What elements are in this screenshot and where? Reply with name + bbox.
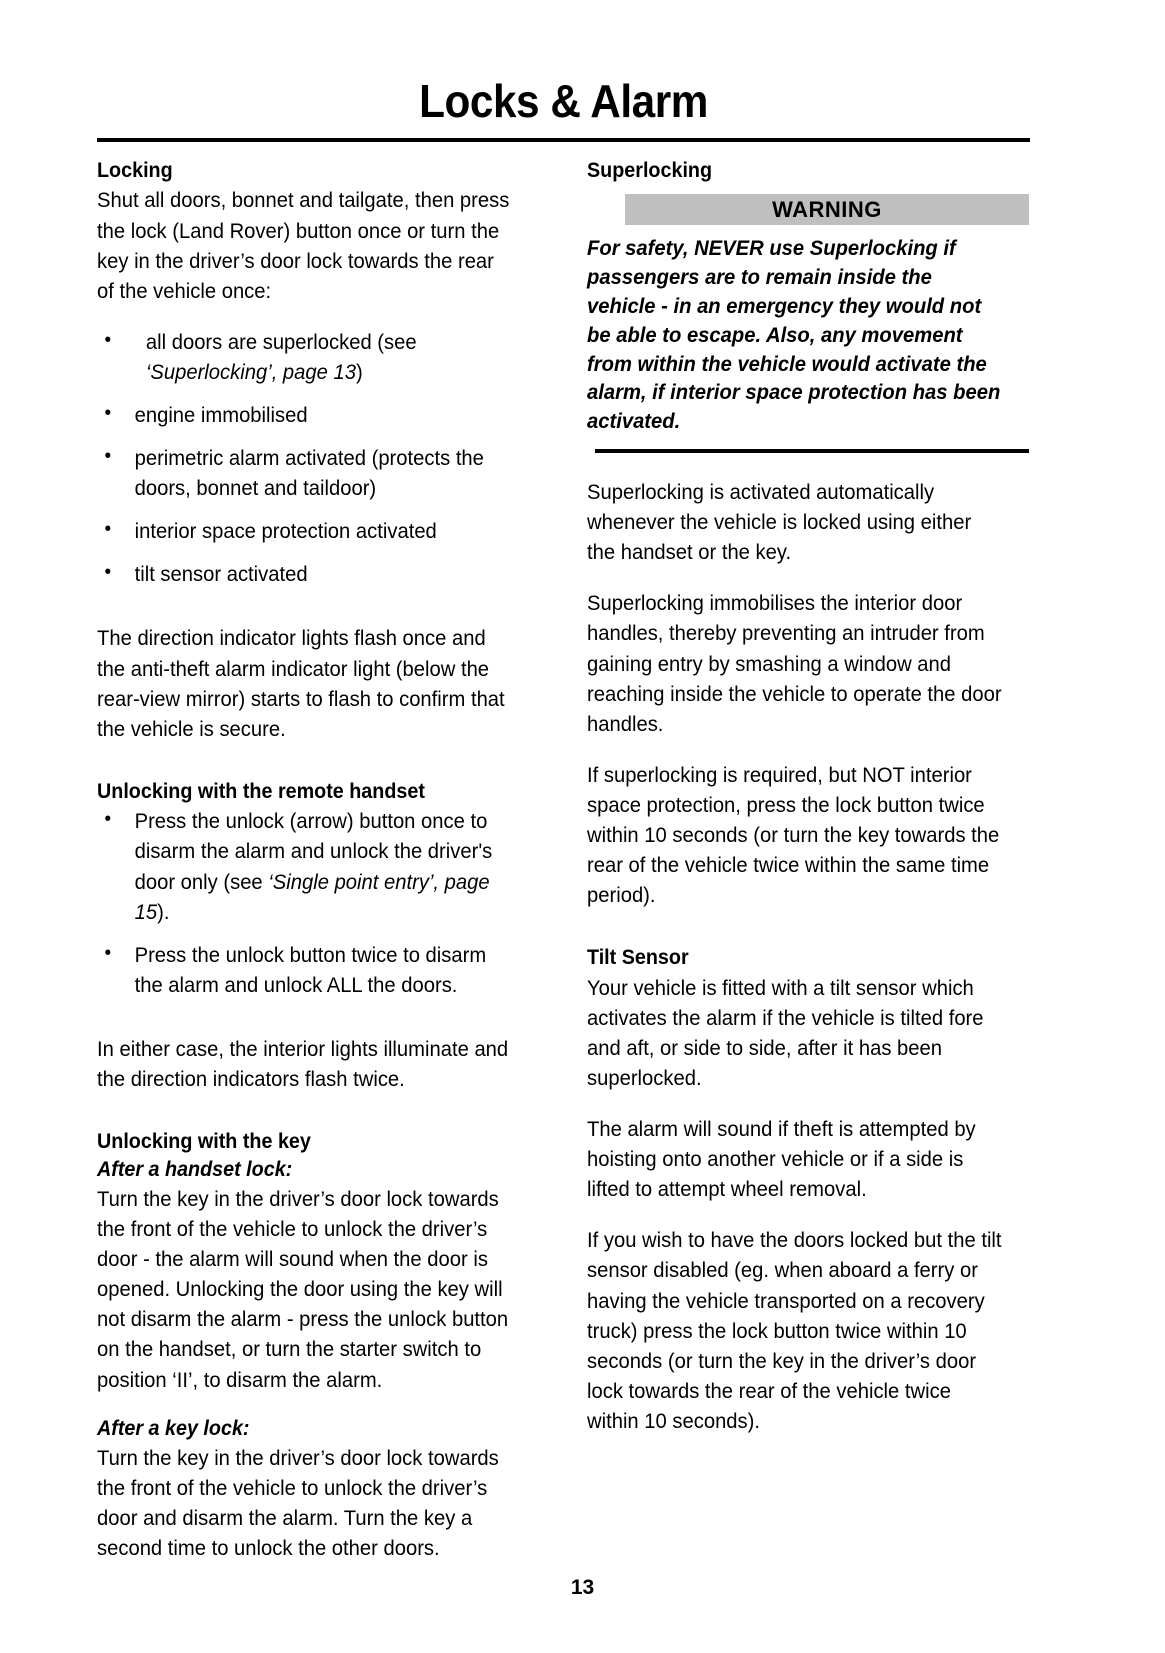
spacer	[97, 609, 539, 623]
two-column-body	[97, 158, 1030, 1563]
warning-bar-label: WARNING	[625, 194, 1029, 225]
spacer	[587, 453, 1029, 477]
bullet-text-after: ).	[157, 899, 170, 924]
warning-box	[587, 194, 1029, 453]
list-item: • perimetric alarm activated (protects the doors, bonnet and taildoor)	[97, 443, 512, 503]
tilt-sensor-paragraph-3: If you wish to have the doors locked but the tilt sensor disabled (eg. when aboard a ferry or having the vehicle transported on a recovery truck) press the lock button twice within 10 seconds (or turn the key in the driver’s door lock towards the rear of the vehicle twice within 10 seconds).	[587, 1228, 1002, 1433]
warning-body-text: For safety, NEVER use Superlocking if passengers are to remain inside the vehicle - in an emergency they would not be able to escape. Also, any movement from within the vehicle would activate the alarm, if interior space protection has been activated.	[587, 236, 1001, 434]
subheading-after-key-lock: After a key lock:	[97, 1416, 250, 1440]
bullet-text-before: all doors are superlocked (see	[145, 329, 417, 354]
locking-closing-paragraph: The direction indicator lights flash once and the anti-theft alarm indicator light (below the rear-view mirror) starts to flash to confirm that the vehicle is secure.	[97, 626, 505, 741]
superlocking-paragraph-3: If superlocking is required, but NOT interior space protection, press the lock button twice within 10 seconds (or turn the key towards the rear of the vehicle twice within the same time period).	[587, 762, 1000, 908]
page-title: Locks & Alarm	[419, 75, 708, 127]
locking-bullet-list	[97, 327, 539, 590]
superlocking-paragraph-1: Superlocking is activated automatically whenever the vehicle is locked using either the handset or the key.	[587, 480, 972, 565]
after-key-lock-paragraph: Turn the key in the driver’s door lock towards the front of the vehicle to unlock the driver’s door and disarm the alarm. Turn the key a second time to unlock the other doors.	[97, 1446, 499, 1561]
heading-unlocking-with-key: Unlocking with the key	[97, 1130, 311, 1154]
page-number: 13	[570, 1576, 595, 1599]
unlocking-handset-closing-paragraph: In either case, the interior lights illuminate and the direction indicators flash twice.	[97, 1036, 509, 1091]
list-item: • Press the unlock button twice to disarm the alarm and unlock ALL the doors.	[97, 940, 512, 1000]
list-item	[97, 806, 512, 926]
header-rule	[97, 138, 1030, 142]
locking-intro-paragraph: Shut all doors, bonnet and tailgate, then press the lock (Land Rover) button once or turn the key in the driver’s door lock towards the rear of the vehicle once:	[97, 188, 510, 303]
list-item: • interior space protection activated	[97, 516, 512, 546]
spacer	[97, 1020, 539, 1034]
tilt-sensor-paragraph-2: The alarm will sound if theft is attempted by hoisting onto another vehicle or if a side is lifted to attempt wheel removal.	[587, 1117, 976, 1202]
bullet-text-italic: ‘Superlocking’, page 13	[145, 359, 356, 384]
spacer	[97, 1115, 539, 1129]
page-header	[97, 75, 1030, 142]
unlocking-handset-bullet-list	[97, 806, 539, 1000]
subheading-after-handset-lock: After a handset lock:	[97, 1157, 293, 1181]
right-column	[587, 158, 1029, 1563]
superlocking-paragraph-2: Superlocking immobilises the interior door handles, thereby preventing an intruder from gaining entry by smashing a window and reaching inside the vehicle to operate the door handles.	[587, 591, 1002, 736]
list-item: • engine immobilised	[97, 400, 512, 430]
heading-locking: Locking	[97, 159, 173, 182]
tilt-sensor-paragraph-1: Your vehicle is fitted with a tilt sensor which activates the alarm if the vehicle is tilted fore and aft, or side to side, after it has been superlocked.	[587, 975, 984, 1090]
bullet-text-after: )	[355, 359, 363, 384]
heading-tilt-sensor: Tilt Sensor	[587, 946, 689, 970]
bullet-text-before: Press the unlock (arrow) button once to disarm the alarm and unlock the driver's door only (see	[134, 809, 493, 894]
spacer	[97, 765, 539, 779]
spacer	[587, 931, 1029, 945]
list-item	[97, 327, 512, 387]
bullet-text-italic: ‘Single point entry’, page 15	[134, 869, 490, 924]
list-item: • tilt sensor activated	[97, 559, 512, 589]
left-column	[97, 158, 539, 1563]
heading-superlocking: Superlocking	[587, 159, 713, 182]
after-handset-lock-paragraph: Turn the key in the driver’s door lock towards the front of the vehicle to unlock the driver’s door - the alarm will sound when the door is opened. Unlocking the door using the key will not disarm the alarm - press the unlock button on the handset, or turn the starter switch to position ‘II’, to disarm the alarm.	[97, 1186, 509, 1392]
heading-unlocking-remote-handset: Unlocking with the remote handset	[97, 779, 425, 803]
